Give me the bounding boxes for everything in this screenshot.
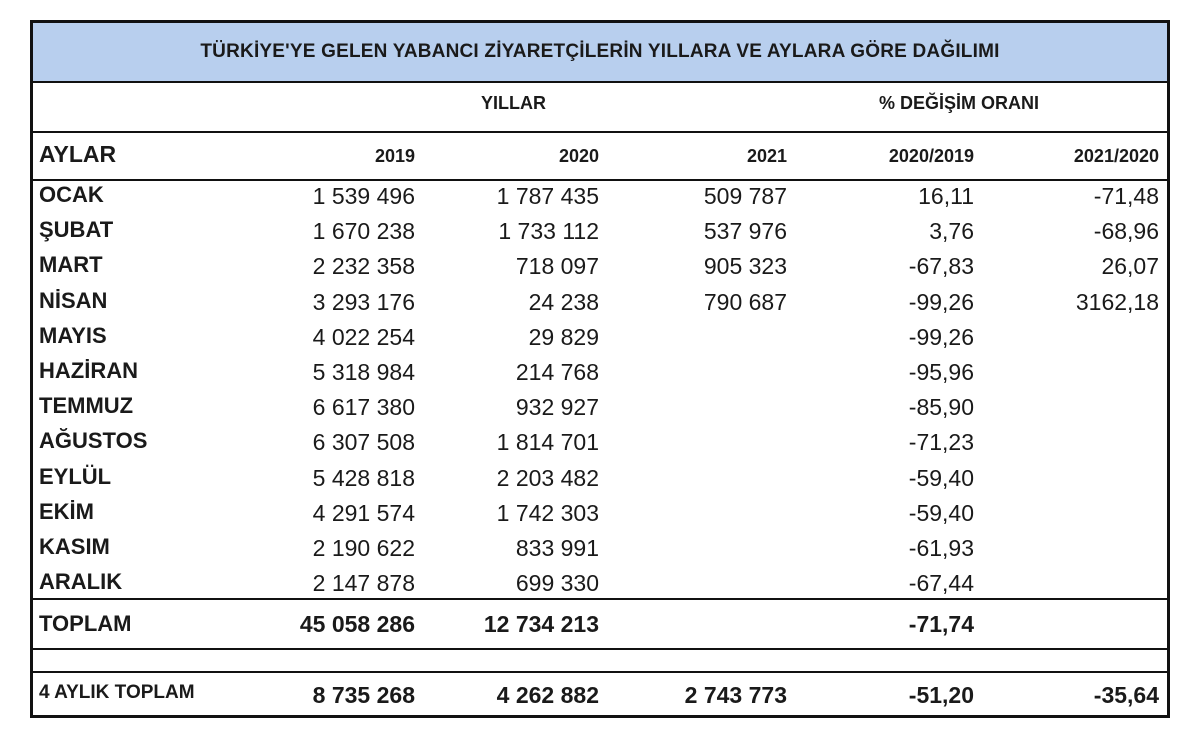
month-label: HAZİRAN xyxy=(39,358,138,383)
header-2021: 2021 xyxy=(746,146,787,166)
summary-change-2020-2019: -51,20 xyxy=(908,682,974,708)
header-change-2020-2019: 2020/2019 xyxy=(888,146,974,166)
value-2019: 4 022 254 xyxy=(312,323,415,350)
summary-label: 4 AYLIK TOPLAM xyxy=(39,682,195,703)
change-2020-2019: -95,96 xyxy=(908,359,974,385)
value-2019: 6 617 380 xyxy=(312,394,415,421)
change-2020-2019: -99,26 xyxy=(908,323,974,350)
header-2019: 2019 xyxy=(374,146,415,166)
spacer-divider-top xyxy=(33,648,1167,650)
month-label: TEMMUZ xyxy=(39,393,134,419)
change-2020-2019: 16,11 xyxy=(918,183,974,209)
value-2020: 1 742 303 xyxy=(496,499,599,526)
value-2019: 2 190 622 xyxy=(312,535,415,561)
value-2019: 1 539 496 xyxy=(312,183,415,209)
value-2019: 2 147 878 xyxy=(312,570,415,597)
change-2020-2019: -59,40 xyxy=(908,464,974,491)
visitor-statistics-table xyxy=(30,20,1170,718)
value-2020: 29 829 xyxy=(528,323,599,350)
change-2020-2019: -85,90 xyxy=(908,394,974,421)
value-2021: 537 976 xyxy=(703,218,787,245)
value-2020: 1 787 435 xyxy=(496,183,599,209)
value-2019: 4 291 574 xyxy=(312,499,415,526)
month-label: KASIM xyxy=(39,534,110,559)
summary-value-2020: 4 262 882 xyxy=(496,682,599,708)
value-2019: 1 670 238 xyxy=(312,218,415,245)
group-label-change-rate: % DEĞİŞİM ORANI xyxy=(879,93,1040,113)
change-2021-2020: -68,96 xyxy=(1093,218,1159,245)
month-label: ARALIK xyxy=(39,569,123,595)
month-label: MART xyxy=(39,252,103,278)
month-label: EYLÜL xyxy=(39,463,112,489)
summary-value-2019: 45 058 286 xyxy=(299,611,415,637)
month-label: OCAK xyxy=(39,182,104,207)
header-months: AYLAR xyxy=(39,141,117,167)
month-label: ŞUBAT xyxy=(39,217,114,243)
change-2020-2019: -71,23 xyxy=(908,429,974,456)
value-2020: 24 238 xyxy=(528,288,599,315)
value-2021: 790 687 xyxy=(703,288,787,315)
change-2020-2019: -67,44 xyxy=(908,570,974,597)
value-2019: 5 318 984 xyxy=(312,359,415,385)
spacer-divider-bottom xyxy=(33,671,1167,673)
value-2020: 1 814 701 xyxy=(496,429,599,456)
value-2019: 5 428 818 xyxy=(312,464,415,491)
value-2020: 718 097 xyxy=(515,253,599,280)
value-2021: 509 787 xyxy=(703,183,787,209)
value-2020: 932 927 xyxy=(515,394,599,421)
summary-change-2020-2019: -71,74 xyxy=(908,611,974,637)
month-label: MAYIS xyxy=(39,322,107,348)
group-label-years: YILLAR xyxy=(481,93,546,113)
change-2020-2019: 3,76 xyxy=(929,218,974,245)
summary-change-2021-2020: -35,64 xyxy=(1093,682,1159,708)
change-2021-2020: 3162,18 xyxy=(1075,288,1159,315)
value-2020: 2 203 482 xyxy=(496,464,599,491)
value-2020: 699 330 xyxy=(515,570,599,597)
change-2020-2019: -61,93 xyxy=(908,535,974,561)
value-2020: 214 768 xyxy=(515,359,599,385)
header-change-2021-2020: 2021/2020 xyxy=(1073,146,1159,166)
summary-value-2020: 12 734 213 xyxy=(483,611,599,637)
change-2020-2019: -59,40 xyxy=(908,499,974,526)
value-2020: 1 733 112 xyxy=(498,218,599,245)
value-2021: 905 323 xyxy=(703,253,787,280)
month-label: EKİM xyxy=(39,498,94,524)
header-2020: 2020 xyxy=(558,146,599,166)
change-2020-2019: -67,83 xyxy=(908,253,974,280)
value-2019: 6 307 508 xyxy=(312,429,415,456)
table-title: TÜRKİYE'YE GELEN YABANCI ZİYARETÇİLERİN YILLARA VE AYLARA GÖRE DAĞILIMI xyxy=(33,23,1167,83)
change-2021-2020: 26,07 xyxy=(1101,253,1159,280)
total-divider xyxy=(33,598,1167,600)
value-2020: 833 991 xyxy=(515,535,599,561)
value-2019: 3 293 176 xyxy=(312,288,415,315)
month-label: AĞUSTOS xyxy=(39,428,148,454)
summary-value-2019: 8 735 268 xyxy=(312,682,415,708)
group-header-row xyxy=(33,81,1167,133)
change-2020-2019: -99,26 xyxy=(908,288,974,315)
change-2021-2020: -71,48 xyxy=(1093,183,1159,209)
month-label: NİSAN xyxy=(39,287,108,313)
value-2019: 2 232 358 xyxy=(312,253,415,280)
summary-value-2021: 2 743 773 xyxy=(684,682,787,708)
column-header-row xyxy=(33,131,1167,181)
summary-label: TOPLAM xyxy=(39,611,132,636)
